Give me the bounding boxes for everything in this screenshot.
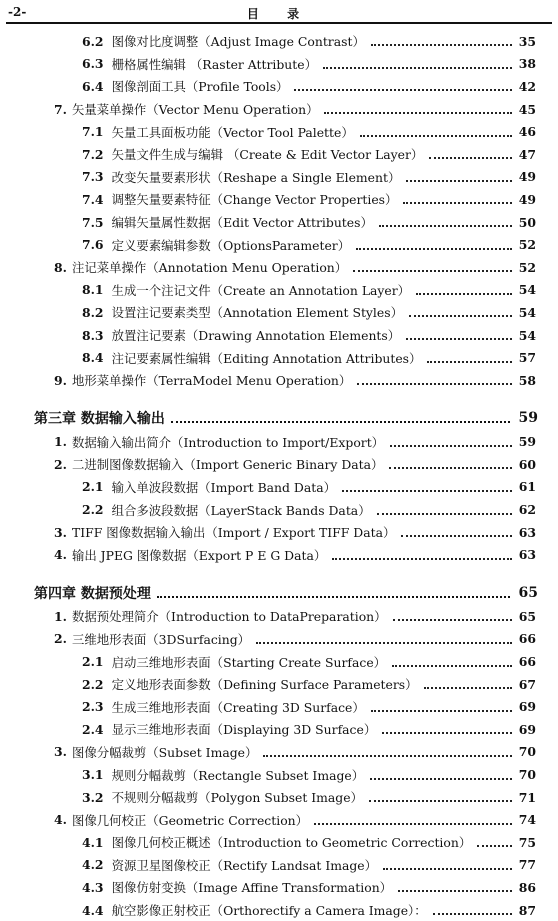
toc-entry[interactable]: [0, 543, 558, 566]
toc-entry-page: 62: [518, 502, 536, 518]
toc-entry-number: 7.: [54, 101, 67, 117]
toc-entry-number: 7.6: [82, 237, 104, 253]
toc-entry-number: 7.4: [82, 191, 104, 207]
toc-entry[interactable]: [0, 346, 558, 369]
dot-leader: [369, 800, 512, 802]
toc-entry-number: 1.: [54, 608, 67, 624]
toc-entry-title: 数据预处理简介（Introduction to DataPreparation）: [71, 609, 387, 625]
toc-entry-page: 54: [518, 304, 536, 320]
toc-entry-page: 52: [518, 259, 536, 275]
toc-entry-page: 60: [518, 456, 536, 472]
dot-leader: [370, 778, 512, 780]
dot-leader: [390, 445, 512, 447]
toc-entry-page: 45: [518, 101, 536, 117]
dot-leader: [477, 845, 512, 847]
toc-entry-page: 70: [518, 767, 536, 783]
toc-entry[interactable]: [0, 628, 558, 651]
toc-entry-number: 2.: [54, 456, 67, 472]
toc-entry-title: 启动三维地形表面（Starting Create Surface）: [111, 654, 387, 670]
toc-entry-number: 6.4: [82, 78, 104, 94]
toc-entry-page: 63: [518, 524, 536, 540]
toc-entry-number: 8.2: [82, 304, 104, 320]
toc-entry[interactable]: [0, 233, 558, 256]
toc-entry-page: 52: [518, 237, 536, 253]
toc-entry-title: 调整矢量要素特征（Change Vector Properties）: [111, 192, 398, 208]
toc-entry-title: 矢量文件生成与编辑 （Create & Edit Vector Layer）: [111, 147, 424, 163]
toc-entry-number: 8.1: [82, 282, 104, 298]
toc-entry-page: 61: [518, 479, 536, 495]
toc-entry-title: 注记菜单操作（Annotation Menu Operation）: [71, 260, 348, 276]
toc-entry-title: 注记要素属性编辑（Editing Annotation Attributes）: [111, 350, 422, 366]
toc-entry-number: 6.2: [82, 33, 104, 49]
toc-entry-page: 49: [518, 169, 536, 185]
toc-entry-page: 74: [518, 812, 536, 828]
dot-leader: [360, 135, 512, 137]
toc-entry-page: 42: [518, 78, 536, 94]
toc-entry-page: 70: [518, 744, 536, 760]
dot-leader: [342, 490, 512, 492]
toc-entry-title: 编辑矢量属性数据（Edit Vector Attributes）: [111, 215, 373, 231]
toc-entry[interactable]: [0, 605, 558, 628]
toc-entry-page: 49: [518, 191, 536, 207]
toc-entry-title: 图像剖面工具（Profile Tools）: [111, 79, 289, 95]
toc-entry[interactable]: [0, 673, 558, 696]
toc-entry[interactable]: [0, 498, 558, 521]
toc-entry-number: 3.: [54, 524, 67, 540]
toc-entry-page: 63: [518, 547, 536, 563]
toc-entry-number: 7.5: [82, 214, 104, 230]
dot-leader: [323, 67, 512, 69]
dot-leader: [294, 89, 512, 91]
toc-entry-title: 输入单波段数据（Import Band Data）: [111, 479, 336, 495]
toc-entry-number: 2.: [54, 631, 67, 647]
toc-entry-title: 矢量菜单操作（Vector Menu Operation）: [71, 102, 319, 118]
dot-leader: [332, 558, 512, 560]
toc-entry-number: 8.: [54, 259, 67, 275]
toc-entry-title: 栅格属性编辑 （Raster Attribute）: [111, 56, 317, 72]
toc-entry-number: 7.3: [82, 169, 104, 185]
dot-leader: [433, 913, 512, 915]
toc-entry-number: 3.: [54, 744, 67, 760]
dot-leader: [427, 361, 512, 363]
toc-entry-number: 8.4: [82, 350, 104, 366]
toc-entry-title: 设置注记要素类型（Annotation Element Styles）: [111, 305, 403, 321]
toc-entry-title: 图像几何校正概述（Introduction to Geometric Correction）: [111, 835, 472, 851]
toc-entry-number: 6.3: [82, 56, 104, 72]
toc-entry-title: 资源卫星图像校正（Rectify Landsat Image）: [111, 857, 378, 873]
toc-entry-page: 38: [518, 56, 536, 72]
toc-entry-number: 1.: [54, 434, 67, 450]
toc-entry[interactable]: [0, 75, 558, 98]
dot-leader: [171, 421, 510, 423]
toc-entry[interactable]: [0, 301, 558, 324]
dot-leader: [324, 112, 512, 114]
toc-entry[interactable]: [0, 476, 558, 499]
toc-entry-title: 组合多波段数据（LayerStack Bands Data）: [111, 502, 371, 518]
toc-entry-number: 7.1: [82, 124, 104, 140]
toc-entry[interactable]: [0, 899, 558, 921]
toc-entry-title: 生成三维地形表面（Creating 3D Surface）: [111, 699, 365, 715]
toc-entry-page: 57: [518, 350, 536, 366]
toc-entry[interactable]: [0, 369, 558, 392]
toc-entry[interactable]: [0, 279, 558, 302]
toc-entry-page: 71: [518, 789, 536, 805]
dot-leader: [389, 467, 512, 469]
toc-entry-title: 第三章 数据输入输出: [34, 411, 165, 427]
dot-leader: [377, 513, 512, 515]
toc-entry-title: 第四章 数据预处理: [34, 585, 151, 602]
toc-entry-page: 54: [518, 327, 536, 343]
toc-entry-title: 规则分幅裁剪（Rectangle Subset Image）: [111, 767, 365, 783]
toc-entry-page: 87: [518, 902, 536, 918]
toc-entry-page: 69: [518, 721, 536, 737]
dot-leader: [406, 338, 512, 340]
toc-entry-page: 46: [518, 124, 536, 140]
dot-leader: [406, 180, 512, 182]
toc-entry-title: 二进制图像数据输入（Import Generic Binary Data）: [71, 457, 384, 473]
dot-leader: [383, 868, 512, 870]
toc-entry-title: 放置注记要素（Drawing Annotation Elements）: [111, 328, 401, 344]
toc-entry-number: 8.3: [82, 327, 104, 343]
toc-entry-page: 77: [518, 857, 536, 873]
page-header: [6, 4, 552, 24]
dot-leader: [379, 225, 512, 227]
toc-entry-title: 改变矢量要素形状（Reshape a Single Element）: [111, 169, 401, 185]
toc-entry-number: 2.1: [82, 479, 104, 495]
toc-entry-title: 图像几何校正（Geometric Correction）: [71, 812, 309, 828]
toc-entry[interactable]: [0, 831, 558, 854]
toc-entry-number: 2.3: [82, 699, 104, 715]
toc-entry[interactable]: [0, 854, 558, 877]
toc-entry-number: 2.2: [82, 676, 104, 692]
toc-entry-page: 54: [518, 282, 536, 298]
toc-entry-title: TIFF 图像数据输入输出（Import / Export TIFF Data）: [71, 525, 396, 541]
dot-leader: [263, 755, 512, 757]
toc-entry[interactable]: [0, 188, 558, 211]
toc-entry-title: 显示三维地形表面（Displaying 3D Surface）: [111, 722, 377, 738]
toc-entry[interactable]: [0, 650, 558, 673]
toc-entry-page: 47: [518, 146, 536, 162]
toc-entry[interactable]: [0, 763, 558, 786]
toc-entry[interactable]: [0, 741, 558, 764]
toc-entry-page: 35: [518, 33, 536, 49]
dot-leader: [357, 383, 512, 385]
toc-entry-number: 4.: [54, 547, 67, 563]
dot-leader: [393, 619, 512, 621]
toc-entry-number: 2.4: [82, 721, 104, 737]
toc-entry[interactable]: [0, 53, 558, 76]
toc-entry-title: 图像仿射变换（Image Affine Transformation）: [111, 880, 393, 896]
toc-entry[interactable]: [0, 120, 558, 143]
toc-entry-number: 2.1: [82, 654, 104, 670]
toc-entry-title: 不规则分幅裁剪（Polygon Subset Image）: [111, 790, 363, 806]
toc-entry-number: 4.: [54, 812, 67, 828]
dot-leader: [157, 596, 510, 598]
toc-entry-page: 75: [518, 834, 536, 850]
dot-leader: [409, 315, 512, 317]
dot-leader: [256, 642, 512, 644]
toc-entry-page: 69: [518, 699, 536, 715]
toc-entry[interactable]: [0, 30, 558, 53]
toc-entry-number: 4.1: [82, 834, 104, 850]
toc-entry-title: 输出 JPEG 图像数据（Export P E G Data）: [71, 547, 327, 563]
dot-leader: [356, 248, 512, 250]
page-number: -2-: [8, 5, 27, 19]
toc-chapter-entry[interactable]: [0, 406, 558, 431]
toc-entry-page: 67: [518, 676, 536, 692]
toc-entry-number: 7.2: [82, 146, 104, 162]
toc-entry-page: 59: [518, 434, 536, 450]
toc-entry-page: 58: [518, 372, 536, 388]
dot-leader: [371, 44, 512, 46]
toc-chapter-entry[interactable]: [0, 580, 558, 605]
toc-entry-number: 9.: [54, 372, 67, 388]
toc-entry[interactable]: [0, 718, 558, 741]
toc-entry[interactable]: [0, 431, 558, 454]
toc-entry-title: 地形菜单操作（TerraModel Menu Operation）: [71, 373, 352, 389]
toc-entry-title: 航空影像正射校正（Orthorectify a Camera Image）：: [111, 903, 427, 919]
toc-entry[interactable]: [0, 695, 558, 718]
toc-entry-page: 59: [518, 410, 538, 426]
toc-entry-page: 86: [518, 879, 536, 895]
table-of-contents: [0, 30, 558, 921]
toc-entry-title: 图像对比度调整（Adjust Image Contrast）: [111, 34, 365, 50]
toc-entry-page: 65: [518, 584, 538, 601]
dot-leader: [398, 890, 512, 892]
toc-entry[interactable]: [0, 98, 558, 121]
dot-leader: [314, 823, 512, 825]
toc-entry[interactable]: [0, 143, 558, 166]
dot-leader: [371, 710, 512, 712]
toc-entry-title: 定义要素编辑参数（OptionsParameter）: [111, 237, 351, 253]
toc-entry-title: 矢量工具面板功能（Vector Tool Palette）: [111, 124, 354, 140]
toc-entry[interactable]: [0, 324, 558, 347]
toc-entry-page: 66: [518, 631, 536, 647]
toc-entry-number: 2.2: [82, 502, 104, 518]
toc-entry-page: 66: [518, 654, 536, 670]
toc-entry[interactable]: [0, 211, 558, 234]
toc-entry[interactable]: [0, 166, 558, 189]
dot-leader: [416, 293, 512, 295]
dot-leader: [429, 157, 512, 159]
dot-leader: [401, 535, 512, 537]
toc-entry-number: 4.4: [82, 902, 104, 918]
toc-entry[interactable]: [0, 453, 558, 476]
toc-entry-number: 4.2: [82, 857, 104, 873]
toc-entry[interactable]: [0, 521, 558, 544]
toc-entry[interactable]: [0, 808, 558, 831]
toc-entry-number: 3.2: [82, 789, 104, 805]
toc-entry-page: 50: [518, 214, 536, 230]
toc-entry-title: 三维地形表面（3DSurfacing）: [71, 631, 251, 647]
toc-entry-number: 3.1: [82, 767, 104, 783]
toc-entry-title: 数据输入输出简介（Introduction to Import/Export）: [71, 434, 385, 450]
toc-entry-number: 4.3: [82, 879, 104, 895]
dot-leader: [403, 202, 512, 204]
toc-entry-title: 定义地形表面参数（Defining Surface Parameters）: [111, 677, 418, 693]
dot-leader: [382, 732, 512, 734]
toc-entry-title: 生成一个注记文件（Create an Annotation Layer）: [111, 282, 411, 298]
toc-entry[interactable]: [0, 256, 558, 279]
toc-entry[interactable]: [0, 786, 558, 809]
toc-entry-title: 图像分幅裁剪（Subset Image）: [71, 744, 258, 760]
dot-leader: [392, 665, 512, 667]
page-title: 目 录: [246, 7, 312, 21]
dot-leader: [353, 270, 512, 272]
toc-entry-page: 65: [518, 608, 536, 624]
dot-leader: [424, 687, 512, 689]
